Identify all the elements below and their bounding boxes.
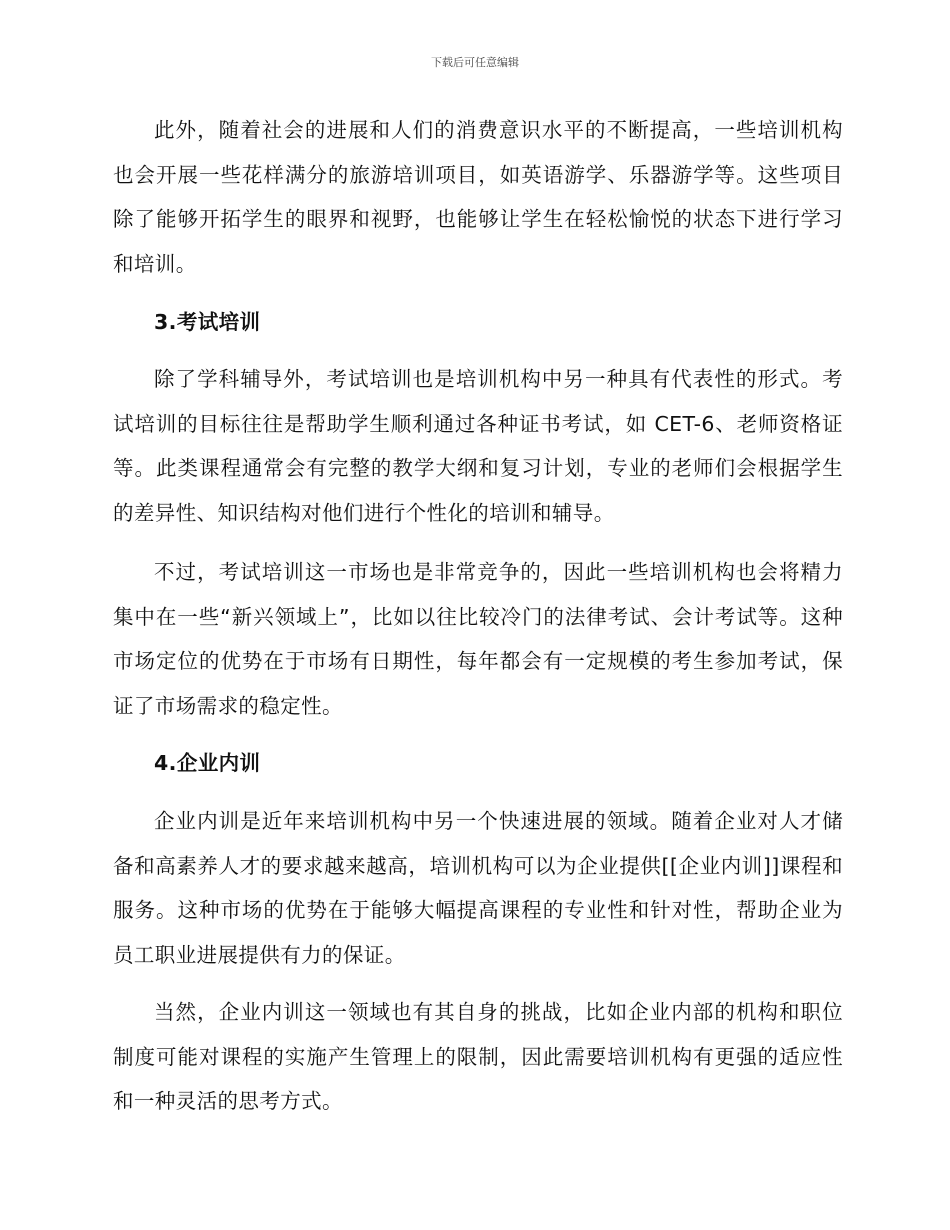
paragraph: 此外，随着社会的进展和人们的消费意识水平的不断提高，一些培训机构也会开展一些花样满分的旅游培训项目，如英语游学、乐器游学等。这些项目除了能够开拓学生的眼界和视野，也能够让学生在轻松愉悦的状态下进行学习和培训。 bbox=[113, 118, 843, 276]
body-text bbox=[113, 550, 843, 728]
page-header: 下载后可任意编辑 bbox=[431, 56, 519, 69]
body-text bbox=[113, 990, 843, 1124]
paragraph: 当然，企业内训这一领域也有其自身的挑战，比如企业内部的机构和职位制度可能对课程的实施产生管理上的限制，因此需要培训机构有更强的适应性和一种灵活的思考方式。 bbox=[113, 1000, 843, 1113]
paragraph: 企业内训是近年来培训机构中另一个快速进展的领域。随着企业对人才储备和高素养人才的要求越来越高，培训机构可以为企业提供[[企业内训]]课程和服务。这种市场的优势在于能够大幅提高课程的专业性和针对性，帮助企业为员工职业进展提供有力的保证。 bbox=[113, 809, 843, 967]
body-text bbox=[113, 357, 843, 535]
section-heading: 4.企业内训 bbox=[154, 751, 261, 775]
body-text bbox=[113, 108, 843, 286]
section-heading: 3.考试培训 bbox=[154, 310, 261, 334]
section-heading-wrap bbox=[113, 741, 843, 786]
body-text bbox=[113, 799, 843, 977]
section-heading-wrap bbox=[113, 300, 843, 345]
paragraph: 除了学科辅导外，考试培训也是培训机构中另一种具有代表性的形式。考试培训的目标往往是帮助学生顺利通过各种证书考试，如 CET-6、老师资格证等。此类课程通常会有完整的教学大纲和复习计划，专业的老师们会根据学生的差异性、知识结构对他们进行个性化的培训和辅导。 bbox=[113, 367, 843, 525]
paragraph: 不过，考试培训这一市场也是非常竞争的，因此一些培训机构也会将精力集中在一些“新兴领域上”，比如以往比较冷门的法律考试、会计考试等。这种市场定位的优势在于市场有日期性，每年都会有一定规模的考生参加考试，保证了市场需求的稳定性。 bbox=[113, 560, 843, 718]
